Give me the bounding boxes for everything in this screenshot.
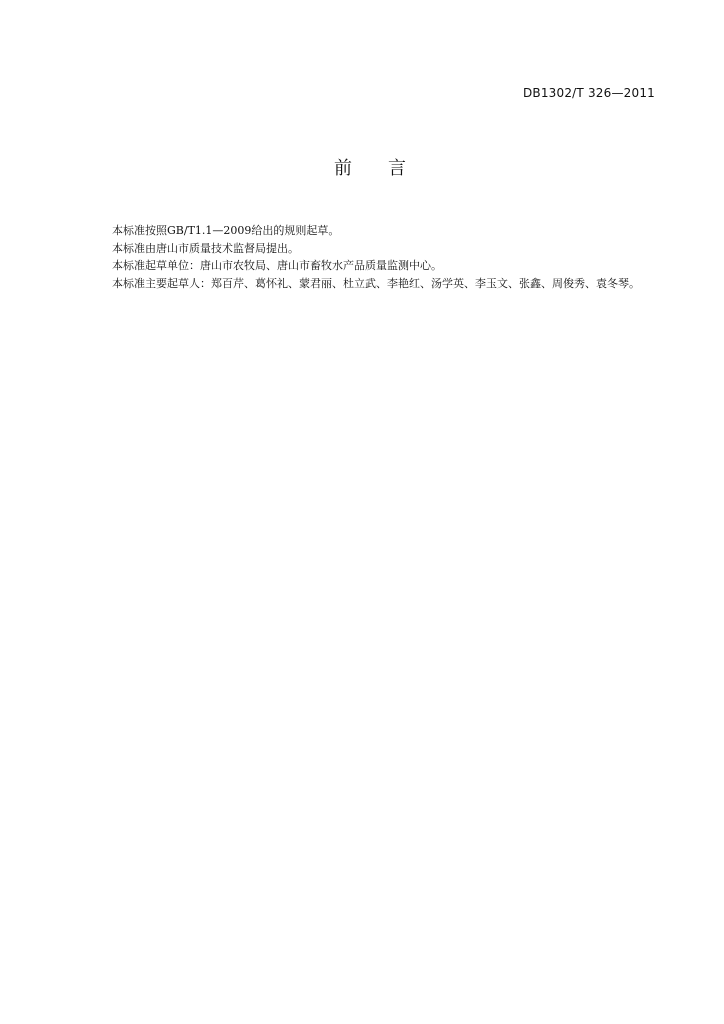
paragraph-proposer: 本标准由唐山市质量技术监督局提出。	[112, 241, 299, 255]
document-code: DB1302/T 326—2011	[522, 86, 655, 100]
paragraph-drafters: 本标准主要起草人：郑百芹、葛怀礼、蒙君丽、杜立武、李艳红、汤学英、李玉文、张鑫、周俊秀、袁冬琴。	[112, 276, 640, 290]
page-title: 前 言	[334, 158, 406, 179]
foreword-body	[88, 222, 648, 292]
paragraph-drafting-rules: 本标准按照GB/T1.1—2009给出的规则起草。	[112, 224, 340, 237]
paragraph-drafting-units: 本标准起草单位：唐山市农牧局、唐山市畜牧水产品质量监测中心。	[112, 259, 442, 272]
